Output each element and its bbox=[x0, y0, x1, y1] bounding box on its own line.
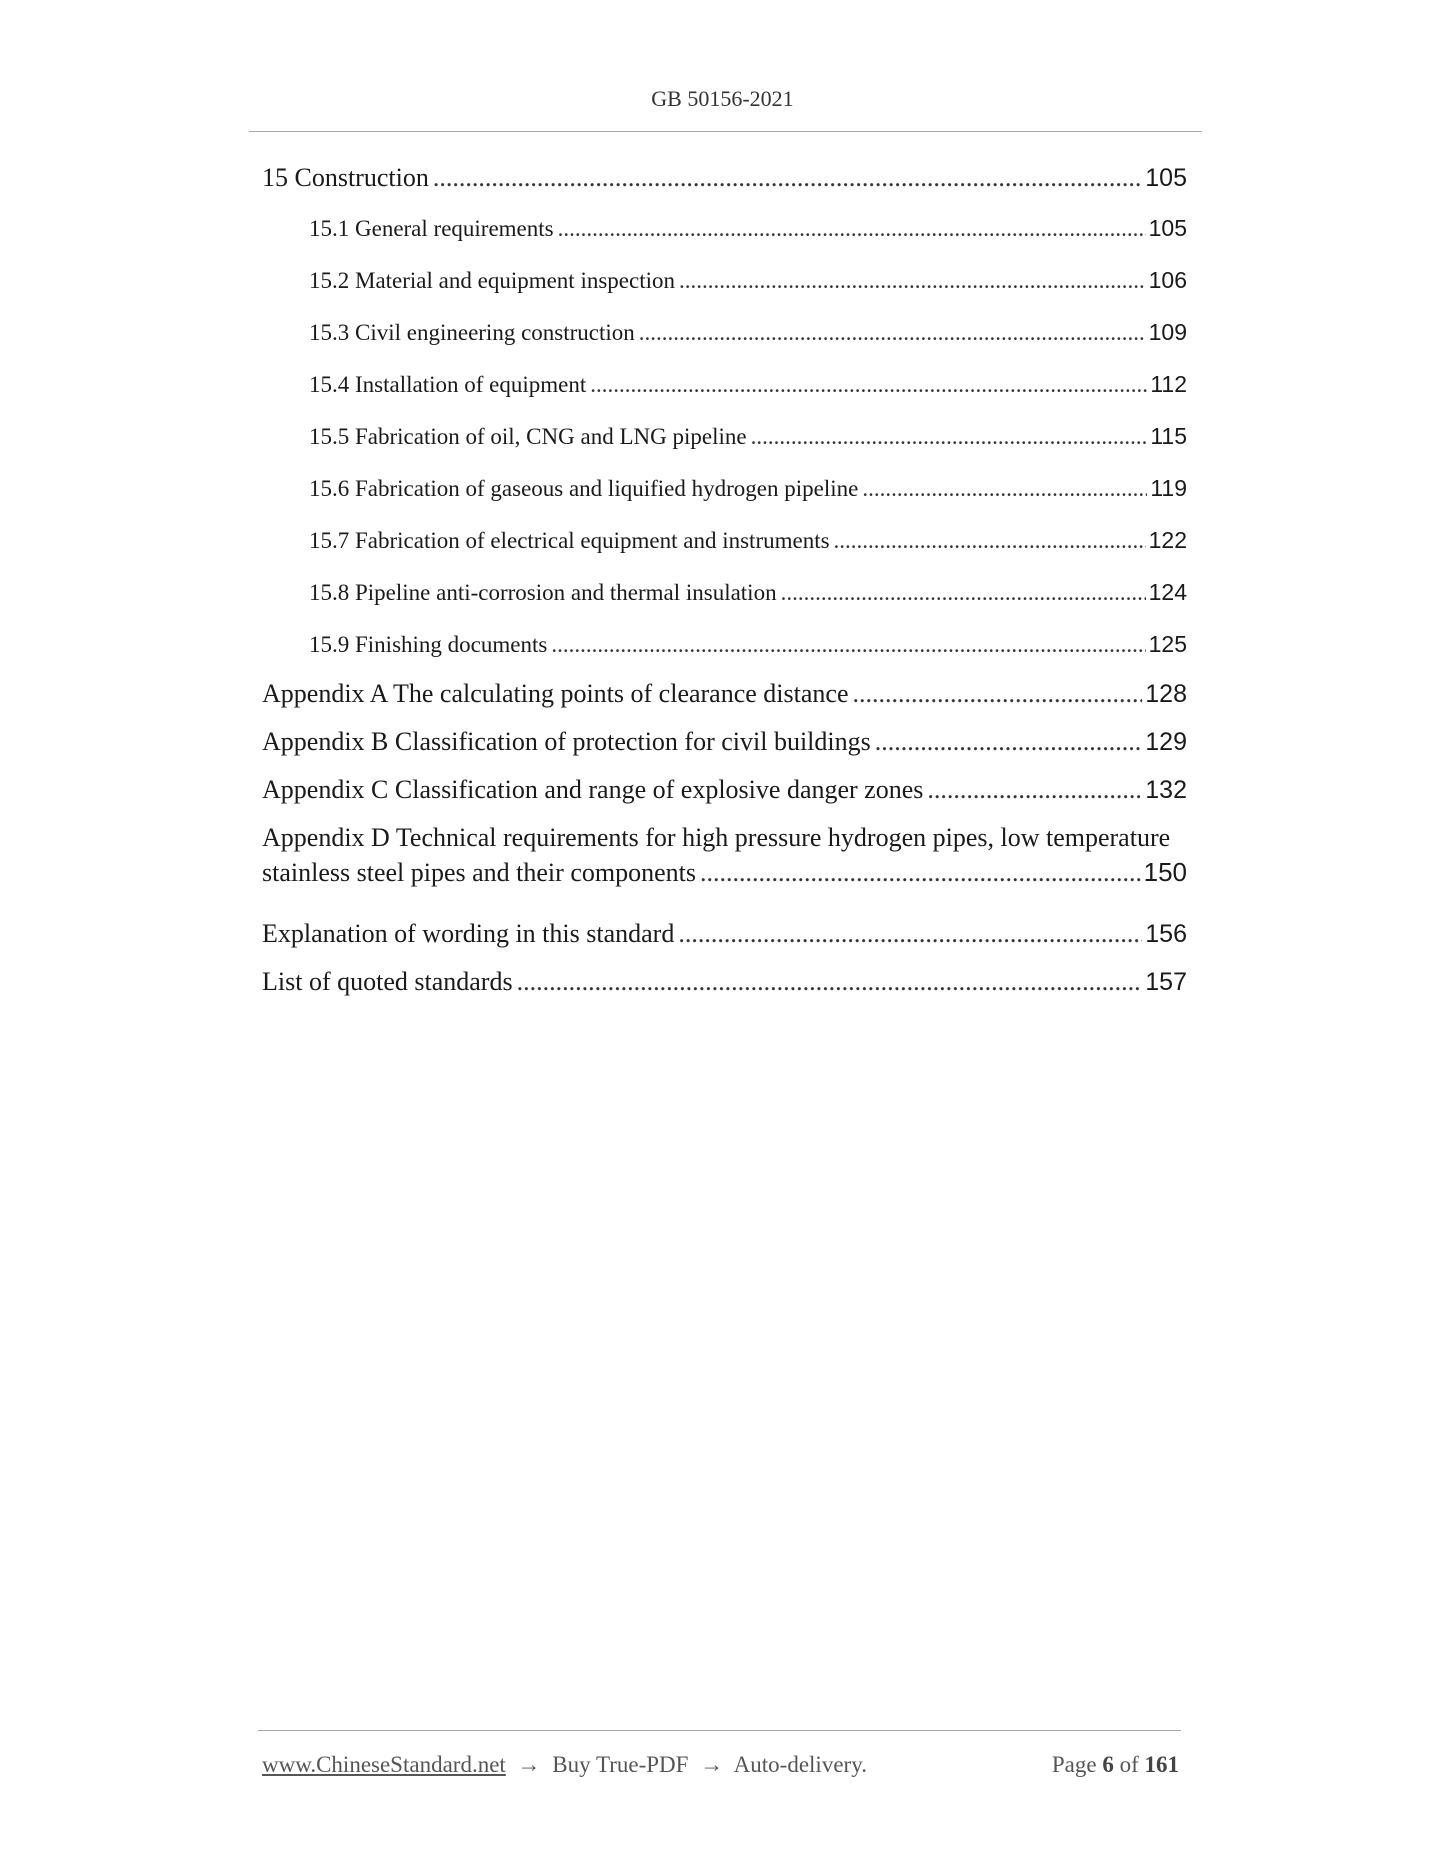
toc-title: 15 Construction bbox=[262, 163, 429, 192]
toc-title-line-2: stainless steel pipes and their components bbox=[262, 858, 696, 887]
toc-entry-explanation[interactable] bbox=[262, 916, 1187, 964]
toc-page-number: 124 bbox=[1148, 579, 1187, 605]
toc-entry-15-3[interactable] bbox=[262, 312, 1187, 364]
toc-title: Appendix A The calculating points of clearance distance bbox=[262, 679, 849, 708]
toc-entry-appendix-b[interactable] bbox=[262, 724, 1187, 772]
toc-leader-dots bbox=[875, 724, 1143, 760]
toc-page-number: 105 bbox=[1145, 164, 1187, 192]
toc-page-number: 129 bbox=[1145, 728, 1187, 756]
toc-title: List of quoted standards bbox=[262, 967, 513, 996]
toc-page-number: 150 bbox=[1143, 857, 1187, 887]
toc-leader-dots bbox=[927, 772, 1142, 808]
auto-delivery-text: Auto-delivery. bbox=[733, 1752, 867, 1777]
current-page-number: 6 bbox=[1102, 1752, 1120, 1777]
document-id-header: GB 50156-2021 bbox=[651, 86, 794, 111]
toc-title-line-1: Appendix D Technical requirements for high pressure hydrogen pipes, low temperature bbox=[262, 823, 1171, 852]
toc-entry-15-5[interactable] bbox=[262, 416, 1187, 468]
page-word: Page bbox=[1051, 1752, 1103, 1777]
toc-entry-15-8[interactable] bbox=[262, 572, 1187, 624]
toc-leader-dots bbox=[678, 916, 1142, 952]
page-footer bbox=[262, 1752, 1179, 1778]
toc-page-number: 132 bbox=[1145, 776, 1187, 804]
header-divider bbox=[249, 131, 1202, 132]
toc-entry-quoted-standards[interactable] bbox=[262, 964, 1187, 1012]
toc-entry-appendix-a[interactable] bbox=[262, 676, 1187, 724]
toc-entry-construction[interactable] bbox=[262, 160, 1187, 208]
page-indicator bbox=[1052, 1752, 1179, 1778]
toc-leader-dots bbox=[700, 855, 1141, 890]
toc-title: 15.9 Finishing documents bbox=[309, 632, 548, 657]
toc-leader-dots bbox=[639, 313, 1146, 353]
toc-page-number: 157 bbox=[1145, 968, 1187, 996]
toc-leader-dots bbox=[679, 261, 1146, 301]
toc-title: 15.5 Fabrication of oil, CNG and LNG pipeline bbox=[309, 424, 747, 449]
toc-entry-15-2[interactable] bbox=[262, 260, 1187, 312]
toc-leader-dots bbox=[751, 417, 1148, 457]
toc-page-number: 109 bbox=[1148, 319, 1187, 345]
toc-entry-15-4[interactable] bbox=[262, 364, 1187, 416]
toc-entry-15-1[interactable] bbox=[262, 208, 1187, 260]
toc-title: 15.7 Fabrication of electrical equipment and instruments bbox=[309, 528, 830, 553]
toc-page-number: 105 bbox=[1148, 215, 1187, 241]
toc-title: 15.2 Material and equipment inspection bbox=[309, 268, 675, 293]
toc-leader-dots bbox=[862, 469, 1147, 509]
toc-leader-dots bbox=[517, 964, 1143, 1000]
total-pages-number: 161 bbox=[1144, 1752, 1179, 1777]
toc-page-number: 115 bbox=[1150, 423, 1187, 449]
toc-title: 15.1 General requirements bbox=[309, 216, 554, 241]
toc-page-number: 128 bbox=[1145, 680, 1187, 708]
toc-entry-15-7[interactable] bbox=[262, 520, 1187, 572]
of-word: of bbox=[1119, 1752, 1145, 1777]
toc-page-number: 125 bbox=[1148, 631, 1187, 657]
site-link[interactable]: www.ChineseStandard.net bbox=[262, 1752, 506, 1777]
toc-entry-15-9[interactable] bbox=[262, 624, 1187, 676]
toc-leader-dots bbox=[834, 521, 1146, 561]
table-of-contents bbox=[262, 160, 1187, 1012]
arrow-right-icon: → bbox=[700, 1752, 724, 1777]
toc-title: 15.6 Fabrication of gaseous and liquified hydrogen pipeline bbox=[309, 476, 859, 501]
toc-title: Appendix C Classification and range of explosive danger zones bbox=[262, 775, 924, 804]
toc-entry-15-6[interactable] bbox=[262, 468, 1187, 520]
toc-title: Appendix B Classification of protection for civil buildings bbox=[262, 727, 871, 756]
toc-page-number: 112 bbox=[1150, 371, 1187, 397]
toc-entry-appendix-d-line-2 bbox=[262, 855, 1187, 890]
toc-page-number: 156 bbox=[1145, 920, 1187, 948]
toc-title: 15.8 Pipeline anti-corrosion and thermal insulation bbox=[309, 580, 777, 605]
buy-true-pdf-text: Buy True-PDF bbox=[552, 1752, 689, 1777]
toc-page-number: 119 bbox=[1150, 475, 1187, 501]
toc-title: 15.3 Civil engineering construction bbox=[309, 320, 635, 345]
toc-leader-dots bbox=[781, 573, 1146, 613]
toc-leader-dots bbox=[433, 160, 1142, 196]
toc-title: Explanation of wording in this standard bbox=[262, 919, 675, 948]
arrow-right-icon: → bbox=[517, 1752, 541, 1777]
toc-title: 15.4 Installation of equipment bbox=[309, 372, 587, 397]
toc-leader-dots bbox=[558, 209, 1146, 249]
toc-page-number: 122 bbox=[1148, 527, 1187, 553]
footer-divider bbox=[258, 1730, 1181, 1731]
toc-page-number: 106 bbox=[1148, 267, 1187, 293]
footer-left bbox=[262, 1752, 867, 1778]
toc-entry-appendix-c[interactable] bbox=[262, 772, 1187, 820]
toc-leader-dots bbox=[551, 625, 1145, 665]
toc-leader-dots bbox=[590, 365, 1147, 405]
toc-entry-appendix-d[interactable] bbox=[262, 820, 1187, 916]
toc-leader-dots bbox=[853, 676, 1143, 712]
